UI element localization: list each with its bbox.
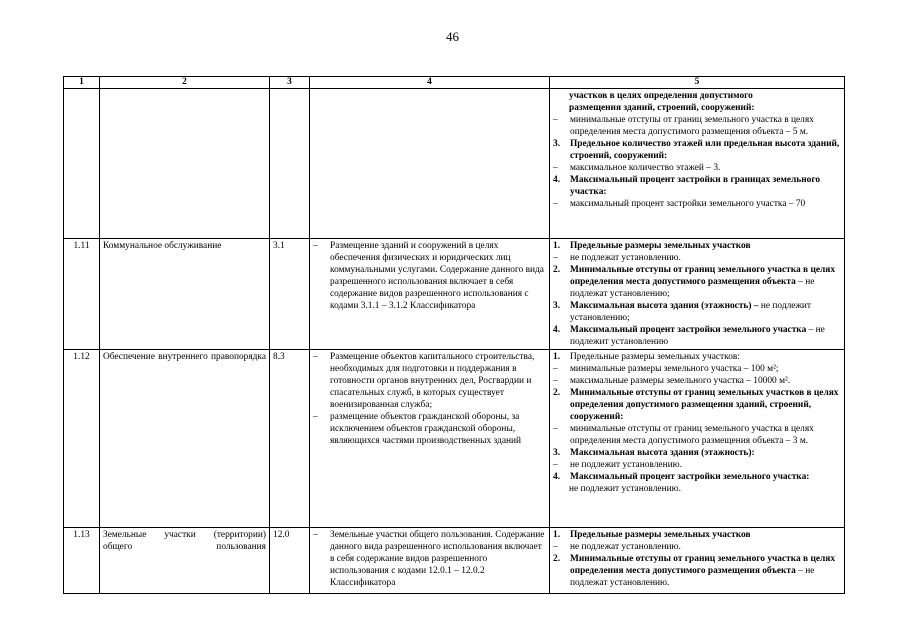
parameter-main: Максимальный процент застройки земельного участка: (570, 472, 810, 482)
parameter-text (570, 459, 841, 471)
header-col-2: 2 (100, 77, 270, 89)
description-text: размещение объектов гражданской обороны, за исключением объектов гражданской обороны, являющихся частями производственных зданий (330, 412, 522, 446)
parameter-tail: не подлежит установлению; (570, 301, 812, 323)
item-number: 2. (553, 265, 561, 275)
parameter-item (553, 529, 841, 541)
dash-marker: – (553, 115, 558, 125)
parameter-main: Максимальный процент застройки земельного участка (570, 325, 807, 335)
parameter-main: Минимальные отступы от границ земельных участков в целях определения допустимого размещения зданий, строений, сооружений: (570, 388, 839, 422)
parameter-text (570, 174, 841, 198)
parameter-main: Предельные размеры земельных участков (570, 241, 751, 251)
parameter-main: Предельные размеры земельных участков (570, 530, 751, 540)
row-name: Обеспечение внутреннего правопорядка (100, 350, 270, 528)
parameter-main: не подлежит установлению. (570, 460, 682, 470)
header-col-1: 1 (64, 77, 100, 89)
parameter-text (570, 351, 841, 363)
parameter-tail: – не подлежат установлению. (570, 566, 815, 588)
description-item (313, 529, 546, 589)
parameter-text (570, 541, 841, 553)
item-number: 1. (553, 241, 561, 251)
parameter-text (570, 252, 841, 264)
description-item (313, 411, 546, 447)
parameter-text (570, 387, 841, 423)
parameter-text (570, 363, 841, 375)
parameter-text (570, 324, 841, 348)
row-parameters (550, 350, 845, 528)
parameter-text (570, 423, 841, 447)
row-class-code: 12.0 (270, 528, 310, 594)
item-number: 1. (553, 352, 561, 362)
parameter-main: минимальные отступы от границ земельного участка в целях определения места допустимого размещения объекта – 3 м. (570, 424, 814, 446)
parameter-text (570, 198, 841, 210)
parameter-line: не подлежит установлению. (569, 484, 681, 494)
description-item (313, 351, 546, 411)
parameter-item (553, 324, 841, 348)
row-parameters (550, 239, 845, 350)
parameter-item (553, 387, 841, 423)
description-text: Размещение зданий и сооружений в целях обеспечения физических и юридических лиц коммунальными услугами. Содержание данного вида разрешенного использования включает в себя содержание видов разрешенного использования с кодами 3.1.1 – 3.1.2 Классификатора (330, 241, 544, 311)
dash-marker: – (313, 241, 318, 251)
item-number: 3. (553, 139, 561, 149)
description-text: Размещение объектов капитального строительства, необходимых для подготовки и поддержания в готовности органов внутренних дел, Росгвардии и спасательных служб, в которых существует военизированная служба; (330, 352, 535, 410)
row-description (310, 350, 550, 528)
parameter-main: Максимальный процент застройки в границах земельного участка: (570, 175, 821, 197)
parameter-item (553, 459, 841, 471)
dash-marker: – (553, 364, 558, 374)
row-parameters (550, 528, 845, 594)
parameter-text (570, 375, 841, 387)
parameter-line: размещения зданий, строений, сооружений: (569, 103, 755, 113)
row-code: 1.13 (64, 528, 100, 594)
parameter-text (570, 529, 841, 541)
dash-marker: – (553, 424, 558, 434)
parameter-item (553, 471, 841, 483)
table-body (64, 89, 845, 594)
row-code (64, 89, 100, 239)
table-row (64, 89, 845, 239)
item-number: 3. (553, 301, 561, 311)
dash-marker: – (553, 376, 558, 386)
item-number: 1. (553, 530, 561, 540)
parameter-main: Минимальные отступы от границ земельного участка в целях определения места допустимого размещения объекта (570, 554, 836, 576)
item-number: 2. (553, 554, 561, 564)
row-class-code (270, 89, 310, 239)
parameter-item (553, 162, 841, 174)
parameter-item (553, 423, 841, 447)
parameter-tail: – не подлежит установлению (570, 325, 825, 347)
row-name: Коммунальное обслуживание (100, 239, 270, 350)
parameter-item (553, 541, 841, 553)
parameter-main: максимальное количество этажей – 3. (570, 163, 721, 173)
parameter-item (553, 240, 841, 252)
row-description (310, 528, 550, 594)
row-description (310, 89, 550, 239)
parameter-main: максимальные размеры земельного участка – 10000 м². (570, 376, 791, 386)
parameter-item (553, 114, 841, 138)
parameter-main: Предельные размеры земельных участков: (570, 352, 740, 362)
parameter-item (553, 252, 841, 264)
parameter-item (553, 553, 841, 589)
parameter-text (570, 162, 841, 174)
parameter-main: Минимальные отступы от границ земельного участка в целях определения места допустимого размещения объекта (570, 265, 836, 287)
table-row (64, 350, 845, 528)
parameter-line: участков в целях определения допустимого (569, 91, 753, 101)
page-number: 46 (446, 29, 459, 44)
parameter-text (570, 471, 841, 483)
table-row (64, 528, 845, 594)
parameter-main: минимальные размеры земельного участка – 100 м²; (570, 364, 779, 374)
parameter-main: не подлежат установлению. (570, 253, 681, 263)
description-text: Земельные участки общего пользования. Содержание данного вида разрешенного использования включает в себя содержание видов разрешенного использования с кодами 12.0.1 – 12.0.2 Классификатора (330, 530, 545, 588)
parameter-main: минимальные отступы от границ земельного участка в целях определения места допустимого размещения объекта – 5 м. (570, 115, 814, 137)
parameter-main: Максимальная высота здания (этажность): (570, 448, 755, 458)
item-number: 2. (553, 388, 561, 398)
parameter-text (570, 264, 841, 300)
row-name: Земельные участки (территории) общего пользования (100, 528, 270, 594)
row-description (310, 239, 550, 350)
item-number: 4. (553, 325, 561, 335)
row-code: 1.12 (64, 350, 100, 528)
parameter-main: максимальный процент застройки земельного участка – 70 (570, 199, 806, 209)
row-code: 1.11 (64, 239, 100, 350)
header-col-5: 5 (550, 77, 845, 89)
header-col-3: 3 (270, 77, 310, 89)
dash-marker: – (553, 253, 558, 263)
header-row (64, 77, 845, 89)
row-class-code: 3.1 (270, 239, 310, 350)
dash-marker: – (313, 412, 318, 422)
regulations-table (63, 76, 845, 594)
parameter-item (553, 447, 841, 459)
parameter-main: Предельное количество этажей или предельная высота зданий, строений, сооружений: (570, 139, 840, 161)
item-number: 4. (553, 175, 561, 185)
row-name (100, 89, 270, 239)
parameter-item (553, 138, 841, 162)
parameter-item (553, 363, 841, 375)
parameter-item (553, 198, 841, 210)
dash-marker: – (313, 530, 318, 540)
parameter-main: Максимальная высота здания (этажность) – (570, 301, 759, 311)
row-parameters (550, 89, 845, 239)
item-number: 3. (553, 448, 561, 458)
header-col-4: 4 (310, 77, 550, 89)
dash-marker: – (553, 199, 558, 209)
item-number: 4. (553, 472, 561, 482)
row-class-code: 8.3 (270, 350, 310, 528)
parameter-main: не подлежат установлению. (570, 542, 681, 552)
parameter-text (570, 240, 841, 252)
parameter-text (570, 553, 841, 589)
parameter-text (570, 138, 841, 162)
dash-marker: – (553, 542, 558, 552)
description-item (313, 240, 546, 312)
parameter-item (553, 375, 841, 387)
parameter-item (553, 174, 841, 198)
parameter-item (553, 351, 841, 363)
table-row (64, 239, 845, 350)
parameter-tail: – не подлежат установлению; (570, 277, 815, 299)
dash-marker: – (313, 352, 318, 362)
parameter-item (553, 264, 841, 300)
parameter-text (570, 300, 841, 324)
parameter-text (570, 447, 841, 459)
parameter-text (570, 114, 841, 138)
dash-marker: – (553, 163, 558, 173)
parameter-item (553, 300, 841, 324)
dash-marker: – (553, 460, 558, 470)
